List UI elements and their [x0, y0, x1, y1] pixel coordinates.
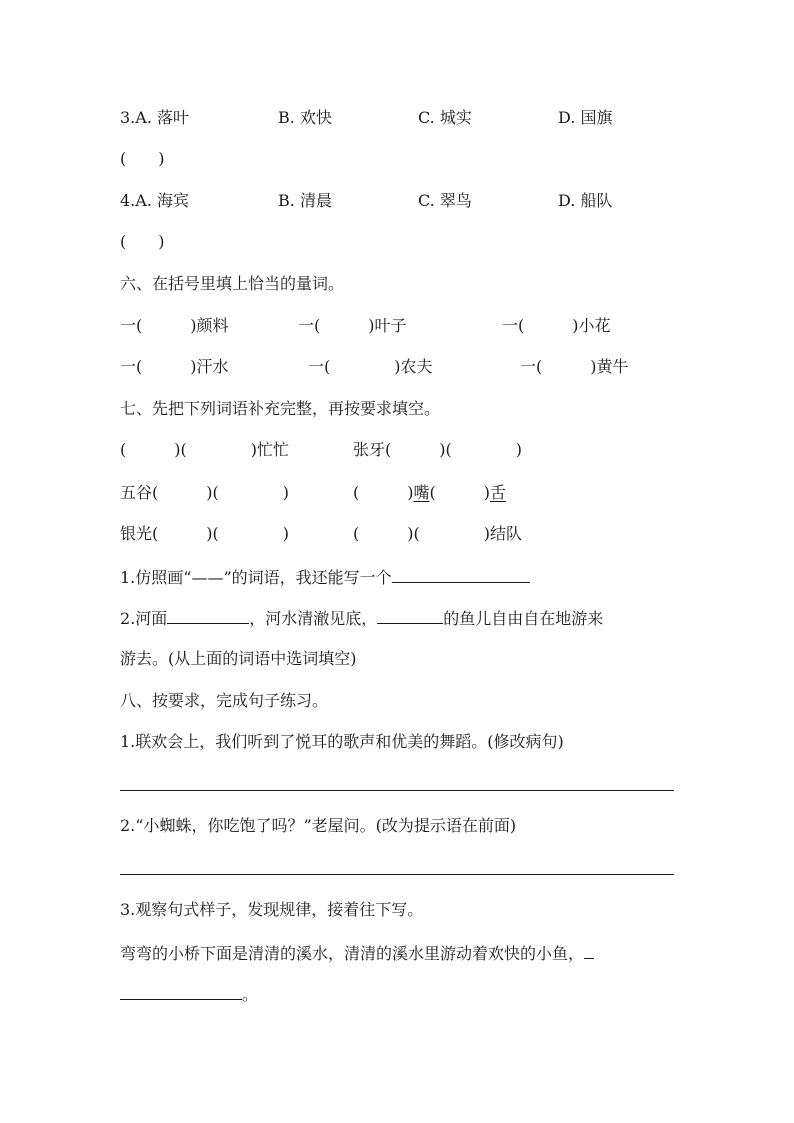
- q6-blank-4[interactable]: 一( )汗水: [120, 357, 229, 376]
- q5-item-4-c: [418, 189, 472, 213]
- q8-answer-line-1[interactable]: [120, 790, 674, 791]
- q8-sentence-2: 2.“小蜘蛛，你吃饱了吗？”老屋问。(改为提示语在前面): [120, 816, 517, 835]
- q7-row-1: [120, 438, 680, 462]
- q7-idiom-2[interactable]: 张牙( )( ): [353, 440, 522, 459]
- option-a-text: 海宾: [157, 191, 190, 210]
- option-b-label: B.: [278, 108, 295, 127]
- q5-item-3: [120, 106, 680, 130]
- option-b-text: 欢快: [299, 108, 332, 127]
- q7-question-2-start: 2.河面: [120, 609, 168, 628]
- option-b-text: 清晨: [299, 191, 332, 210]
- option-d-text: 国旗: [580, 108, 613, 127]
- option-b-label: B.: [278, 191, 295, 210]
- option-c-text: 翠鸟: [439, 191, 472, 210]
- q5-item-4: [120, 189, 680, 213]
- q5-answer-3[interactable]: ( ): [120, 149, 165, 168]
- q7-question-2-blank-2[interactable]: [377, 605, 443, 624]
- q5-item-3-c: [418, 106, 472, 130]
- q7-question-2: [120, 605, 603, 629]
- option-c-label: C.: [418, 108, 435, 127]
- q5-item-4-a: [120, 189, 189, 213]
- q7-idiom-4-blank-2[interactable]: ( ): [429, 483, 491, 502]
- q6-blank-2[interactable]: 一( )叶子: [298, 316, 407, 335]
- q6-title: 六、在括号里填上恰当的量词。: [120, 274, 345, 293]
- q7-idiom-4[interactable]: [353, 481, 506, 505]
- q6-blank-1[interactable]: 一( )颜料: [120, 316, 229, 335]
- q7-question-2-mid: ，河水清澈见底，: [249, 609, 378, 628]
- q8-example-sentence: 弯弯的小桥下面是清清的溪水，清清的溪水里游动着欢快的小鱼，: [120, 944, 585, 963]
- option-d-text: 船队: [580, 191, 613, 210]
- q6-row-2: [120, 355, 680, 379]
- q7-idiom-1[interactable]: ( )( )忙忙: [120, 440, 289, 459]
- option-d-label: D.: [558, 191, 576, 210]
- q8-title: 八、按要求，完成句子练习。: [120, 691, 329, 710]
- q5-item-3-d: [558, 106, 612, 130]
- q8-continuation-blank-start[interactable]: [584, 940, 594, 959]
- q6-blank-5[interactable]: 一( )农夫: [308, 357, 433, 376]
- q5-item-3-b: [278, 106, 332, 130]
- q7-idiom-4-char: 嘴: [413, 483, 430, 502]
- q5-item-3-a: [120, 106, 189, 130]
- option-c-label: C.: [418, 191, 435, 210]
- q8-example-text: [120, 940, 594, 964]
- q7-row-3: [120, 522, 680, 546]
- q8-sentence-3: 3.观察句式样子，发现规律，接着往下写。: [120, 900, 424, 919]
- q8-sentence-1: 1.联欢会上，我们听到了悦耳的歌声和优美的舞蹈。(修改病句): [120, 732, 564, 751]
- q7-idiom-5[interactable]: 银光( )( ): [120, 524, 289, 543]
- q7-row-2: [120, 481, 680, 505]
- q7-question-1: [120, 564, 530, 588]
- q7-question-2-blank-1[interactable]: [167, 605, 249, 624]
- q8-continuation-blank[interactable]: [120, 981, 242, 1000]
- q5-item-4-b: [278, 189, 332, 213]
- q7-idiom-4-blank[interactable]: ( ): [353, 483, 414, 502]
- q8-continuation-line: [120, 981, 258, 1005]
- q7-question-1-blank[interactable]: [392, 564, 530, 583]
- item-number: 4.A.: [120, 191, 152, 210]
- q7-idiom-4-end: 舌: [490, 483, 507, 502]
- q8-period: 。: [242, 985, 259, 1004]
- q6-blank-6[interactable]: 一( )黄牛: [520, 357, 629, 376]
- q7-question-2-cont: 游去。(从上面的词语中选词填空): [120, 649, 357, 668]
- option-c-text: 城实: [439, 108, 472, 127]
- option-d-label: D.: [558, 108, 576, 127]
- q5-answer-4[interactable]: ( ): [120, 232, 165, 251]
- q5-item-4-d: [558, 189, 612, 213]
- q7-question-2-end: 的鱼儿自由自在地游来: [443, 609, 604, 628]
- q6-row-1: [120, 314, 680, 338]
- q7-title: 七、先把下列词语补充完整，再按要求填空。: [120, 399, 441, 418]
- q7-idiom-3[interactable]: 五谷( )( ): [120, 483, 289, 502]
- q7-idiom-6[interactable]: ( )( )结队: [353, 524, 522, 543]
- option-a-text: 落叶: [157, 108, 190, 127]
- q7-question-1-text: 1.仿照画“——”的词语，我还能写一个: [120, 568, 392, 587]
- q6-blank-3[interactable]: 一( )小花: [502, 316, 611, 335]
- item-number: 3.A.: [120, 108, 152, 127]
- q8-answer-line-2[interactable]: [120, 874, 674, 875]
